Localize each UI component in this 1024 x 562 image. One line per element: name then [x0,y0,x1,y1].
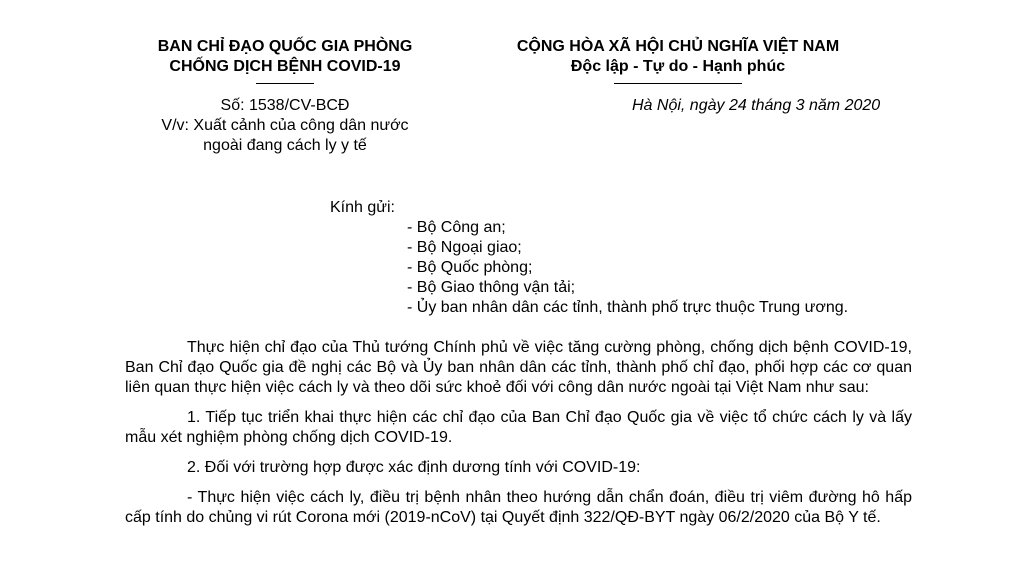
subject-line-1: V/v: Xuất cảnh của công dân nước [161,117,409,134]
document-body [125,338,912,538]
national-title-header [468,37,888,84]
recipients-label: Kính gửi: [330,199,395,216]
agency-name-line-1: BAN CHỈ ĐẠO QUỐC GIA PHÒNG [157,38,413,55]
recipients-list [407,218,848,318]
agency-underline [256,83,314,84]
subject-line-2: ngoài đang cách ly y tế [203,137,367,154]
motto-underline [614,83,742,84]
recipient-item: - Bộ Công an; [407,219,506,236]
recipient-item: - Bộ Ngoại giao; [407,239,522,256]
body-paragraph: - Thực hiện việc cách ly, điều trị bệnh nhân theo hướng dẫn chẩn đoán, điều trị viêm đường hô hấp cấp tính do chủng vi rút Corona mới (2019-nCoV) tại Quyết định 322/QĐ-BYT ngày 06/2/2020 của Bộ Y tế. [125,489,912,526]
issuing-agency-header [120,37,450,84]
body-paragraph: 1. Tiếp tục triển khai thực hiện các chỉ đạo của Ban Chỉ đạo Quốc gia về việc tổ chức cách ly và lấy mẫu xét nghiệm phòng chống dịch COVID-19. [125,409,912,446]
national-motto: Độc lập - Tự do - Hạnh phúc [570,58,786,75]
national-title: CỘNG HÒA XÃ HỘI CHỦ NGHĨA VIỆT NAM [516,38,840,55]
date-line: Hà Nội, ngày 24 tháng 3 năm 2020 [632,97,881,114]
recipient-item: - Bộ Quốc phòng; [407,259,533,276]
document-reference [120,96,450,156]
recipient-item: - Bộ Giao thông vận tải; [407,279,576,296]
body-paragraph: Thực hiện chỉ đạo của Thủ tướng Chính phủ về việc tăng cường phòng, chống dịch bệnh COVID-19, Ban Chỉ đạo Quốc gia đề nghị các Bộ và Ủy ban nhân dân các tỉnh, thành phố chỉ đạo, phối hợp các cơ quan liên quan thực hiện việc cách ly và theo dõi sức khoẻ đối với công dân nước ngoài tại Việt Nam như sau: [125,339,912,396]
document-number: Số: 1538/CV-BCĐ [220,97,350,114]
agency-name-line-2: CHỐNG DỊCH BỆNH COVID-19 [169,58,401,75]
body-paragraph: 2. Đối với trường hợp được xác định dương tính với COVID-19: [187,459,641,476]
recipient-item: - Ủy ban nhân dân các tỉnh, thành phố trực thuộc Trung ương. [407,299,849,316]
